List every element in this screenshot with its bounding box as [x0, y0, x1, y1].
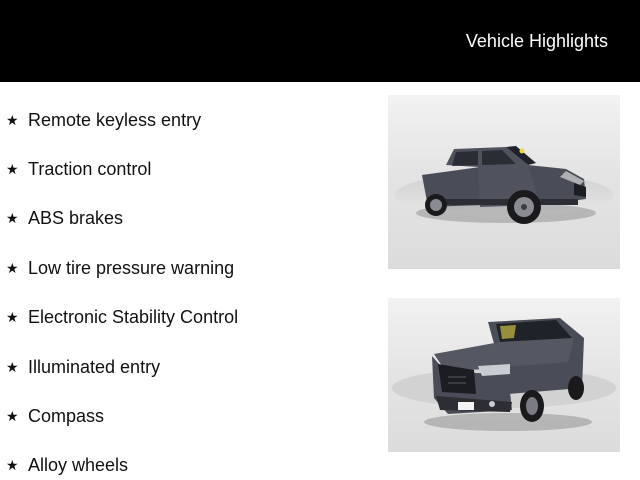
feature-item [6, 391, 376, 440]
star-icon: ★ [6, 161, 19, 178]
page-title: Vehicle Highlights [465, 31, 608, 51]
feature-label: ABS brakes [28, 208, 124, 229]
feature-label: Low tire pressure warning [28, 257, 235, 278]
star-icon: ★ [6, 259, 19, 276]
star-icon: ★ [6, 309, 19, 326]
feature-item [6, 342, 376, 391]
feature-label: Compass [28, 406, 105, 427]
star-icon: ★ [6, 111, 19, 128]
feature-item [6, 441, 376, 480]
feature-item [6, 194, 376, 243]
feature-label: Traction control [28, 159, 152, 180]
star-icon: ★ [6, 210, 19, 227]
feature-item [6, 144, 376, 193]
header-bar [0, 0, 640, 82]
feature-list [6, 95, 376, 480]
star-icon: ★ [6, 408, 19, 425]
feature-label: Electronic Stability Control [28, 307, 239, 328]
feature-item [6, 95, 376, 144]
vehicle-photo-front[interactable] [388, 298, 620, 452]
truck-front-image [388, 298, 620, 452]
feature-label: Alloy wheels [28, 455, 129, 476]
feature-label: Remote keyless entry [28, 109, 202, 130]
vehicle-photo-side[interactable] [388, 95, 620, 269]
star-icon: ★ [6, 358, 19, 375]
star-icon: ★ [6, 457, 19, 474]
truck-side-image [388, 95, 620, 269]
feature-label: Illuminated entry [28, 356, 161, 377]
feature-item [6, 293, 376, 342]
feature-item [6, 243, 376, 292]
